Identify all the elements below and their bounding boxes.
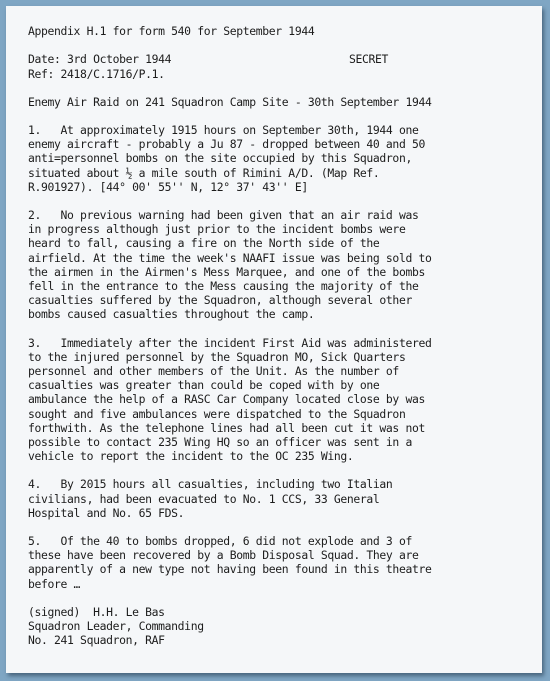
- paragraph-line: R.901927). [44° 00' 55'' N, 12° 37' 43'' E]: [28, 179, 308, 194]
- paragraph-line: 2. No previous warning had been given that an air raid was: [28, 208, 419, 223]
- paragraph-5: [28, 534, 532, 591]
- spacer: [28, 38, 532, 52]
- paragraph-line: fell in the entrance to the Mess causing the majority of the: [28, 279, 419, 294]
- signature-block: [28, 605, 532, 648]
- document-page: [6, 6, 542, 673]
- classification-label: SECRET: [349, 52, 389, 67]
- paragraph-line: casualties suffered by the Squadron, although several other: [28, 293, 412, 308]
- paragraph-line: the airmen in the Airmen's Mess Marquee, and one of the bombs: [28, 264, 425, 279]
- reference-line: Ref: 2418/C.1716/P.1.: [28, 66, 165, 81]
- paragraph-line: ambulance the help of a RASC Car Company located close by was: [28, 392, 425, 407]
- paragraph-line: apparently of a new type not having been found in this theatre: [28, 562, 432, 577]
- paragraph-line: bombs caused casualties throughout the camp.: [28, 307, 315, 322]
- signatory-rank: Squadron Leader, Commanding: [28, 619, 204, 634]
- paragraph-line: casualties was greater than could be coped with by one: [28, 378, 380, 393]
- paragraph-2: [28, 208, 532, 322]
- paragraph-line: civilians, had been evacuated to No. 1 CCS, 33 General: [28, 491, 380, 506]
- paragraph-line: 3. Immediately after the incident First Aid was administered: [28, 335, 432, 350]
- paragraph-line: forthwith. As the telephone lines had all been cut it was not: [28, 420, 425, 435]
- signatory-unit: No. 241 Squadron, RAF: [28, 633, 165, 648]
- paragraph-line: possible to contact 235 Wing HQ so an officer was sent in a: [28, 435, 412, 450]
- paragraph-4: [28, 477, 532, 520]
- document-header: [28, 24, 532, 81]
- paragraph-line: before …: [28, 576, 81, 591]
- paragraph-line: situated about ½ a mile south of Rimini A/D. (Map Ref.: [28, 165, 380, 180]
- paragraph-line: to the injured personnel by the Squadron MO, Sick Quarters: [28, 349, 406, 364]
- paragraph-line: Hospital and No. 65 FDS.: [28, 505, 185, 520]
- paragraph-line: vehicle to report the incident to the OC 235 Wing.: [28, 449, 354, 464]
- paragraph-line: 4. By 2015 hours all casualties, including two Italian: [28, 477, 393, 492]
- paragraph-line: airfield. At the time the week's NAAFI issue was being sold to: [28, 250, 432, 265]
- date-line: Date: 3rd October 1944: [28, 52, 172, 67]
- paragraph-line: sought and five ambulances were dispatched to the Squadron: [28, 406, 406, 421]
- paragraph-line: heard to fall, causing a fire on the North side of the: [28, 236, 380, 251]
- date-row: [28, 52, 532, 66]
- title-line: Enemy Air Raid on 241 Squadron Camp Site - 30th September 1944: [28, 94, 432, 109]
- document-title: [28, 95, 532, 109]
- paragraph-line: anti=personnel bombs on the site occupied by this Squadron,: [28, 151, 412, 166]
- paragraph-line: personnel and other members of the Unit. As the number of: [28, 364, 399, 379]
- paragraph-1: [28, 123, 532, 194]
- paragraph-line: these have been recovered by a Bomb Disposal Squad. They are: [28, 548, 419, 563]
- appendix-line: Appendix H.1 for form 540 for September 1944: [28, 24, 315, 38]
- signature-line: (signed) H.H. Le Bas: [28, 604, 165, 619]
- paragraph-line: enemy aircraft - probably a Ju 87 - dropped between 40 and 50: [28, 137, 425, 152]
- paragraph-line: in progress although just prior to the incident bombs were: [28, 222, 406, 237]
- paragraph-line: 5. Of the 40 to bombs dropped, 6 did not explode and 3 of: [28, 534, 412, 549]
- paragraph-3: [28, 336, 532, 464]
- paragraph-line: 1. At approximately 1915 hours on September 30th, 1944 one: [28, 123, 419, 137]
